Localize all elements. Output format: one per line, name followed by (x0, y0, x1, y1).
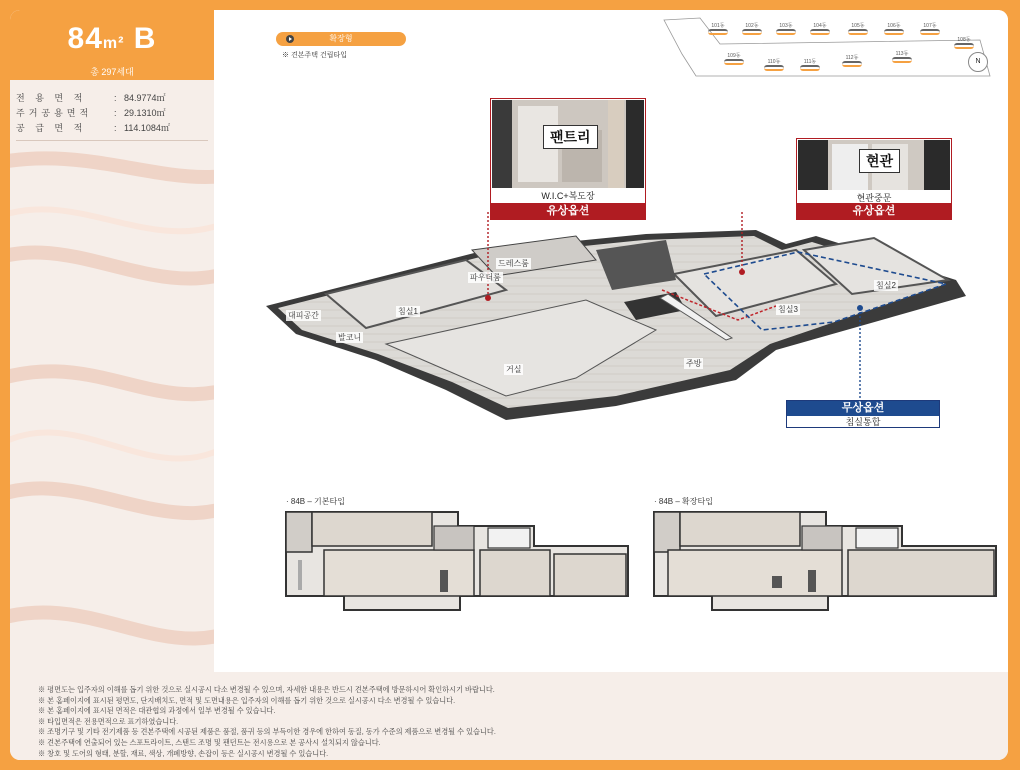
household-count: 총 297세대 (90, 67, 134, 77)
expansion-type-tab[interactable] (276, 32, 406, 46)
area-divider (16, 140, 208, 141)
room-label-bedroom3: 침실3 (778, 305, 798, 314)
pantry-caption: W.I.C+복도장 (491, 189, 645, 202)
area-value: 29.1310㎡ (124, 108, 166, 118)
pantry-option-card[interactable] (490, 98, 646, 220)
building-marker[interactable] (760, 58, 788, 71)
building-marker[interactable] (772, 22, 800, 35)
disclaimer-notes (10, 672, 1008, 760)
building-label: 110동 (767, 59, 781, 65)
building-marker[interactable] (880, 22, 908, 35)
site-map (660, 14, 1000, 80)
type-number: 84 (67, 22, 103, 55)
building-label: 104동 (813, 23, 827, 29)
room-label-living: 거실 (506, 365, 522, 374)
entrance-label: 현관 (859, 149, 900, 173)
building-label: 112동 (845, 55, 859, 61)
area-value: 84.9774㎡ (124, 93, 166, 103)
note-line: ※ 조명기구 및 기타 전기제품 등 견본주택에 시공된 제품은 품절, 품귀 등의 부득이한 경우에 한하여 동질, 동가 수준의 제품으로 변경될 수 있습니다. (38, 727, 496, 737)
building-marker[interactable] (720, 52, 748, 65)
building-marker[interactable] (916, 22, 944, 35)
free-option-card[interactable] (786, 400, 940, 428)
expansion-tag-label: 확장형 (329, 34, 353, 43)
building-label: 102동 (745, 23, 759, 29)
paid-option-badge: 유상옵션 (797, 203, 951, 219)
free-option-caption: 침실통합 (845, 417, 881, 427)
area-table (16, 90, 208, 135)
area-row-common: 주거공용면적 : 29.1310㎡ (16, 105, 208, 120)
area-value: 114.1084㎡ (124, 123, 170, 133)
note-line: ※ 타입면적은 전용면적으로 표기하였습니다. (38, 716, 179, 726)
building-label: 107동 (923, 23, 937, 29)
free-option-badge: 무상옵션 (787, 401, 939, 416)
room-label-bedroom1: 침실1 (398, 307, 418, 316)
compass-icon (968, 52, 988, 72)
building-label: 101동 (711, 23, 725, 29)
building-marker[interactable] (738, 22, 766, 35)
extended-plan-label: · 84B – 확장타입 (654, 497, 713, 506)
pantry-label: 팬트리 (543, 125, 598, 149)
building-label: 103동 (779, 23, 793, 29)
room-label-balcony: 발코니 (338, 333, 362, 342)
room-label-evacuation: 대피공간 (288, 311, 319, 320)
note-line: ※ 본 홈페이지에 표시된 면적은 대관협의 과정에서 일부 변경될 수 있습니다. (38, 706, 276, 716)
area-label: 전 용 면 적 (16, 93, 87, 103)
building-label: 109동 (727, 53, 741, 59)
building-label: 111동 (803, 59, 817, 65)
sidebar (10, 10, 214, 672)
room-label-bedroom2: 침실2 (876, 281, 896, 290)
play-icon (286, 35, 294, 43)
building-label: 113동 (895, 51, 909, 57)
building-marker[interactable] (796, 58, 824, 71)
area-row-exclusive: 전 용 면 적 : 84.9774㎡ (16, 90, 208, 105)
entrance-caption: 현관중문 (797, 191, 951, 204)
room-label-powder-room: 파우더룸 (470, 273, 501, 282)
area-label: 공 급 면 적 (16, 123, 87, 133)
building-label: 105동 (851, 23, 865, 29)
basic-plan-label: · 84B – 기본타입 (286, 497, 345, 506)
page-frame (10, 10, 1008, 760)
compass-label: N (975, 58, 981, 65)
type-unit: m² (102, 35, 125, 52)
entrance-option-card[interactable] (796, 138, 952, 220)
building-label: 108동 (957, 37, 971, 43)
note-line: ※ 창호 및 도어의 형태, 분할, 재료, 색상, 개폐방향, 손잡이 등은 실시공시 변경될 수 있습니다. (38, 748, 329, 758)
note-line: ※ 본 홈페이지에 표시된 평면도, 단지배치도, 면적 및 도면내용은 입주자의 이해를 돕기 위한 것으로 실시공시 다소 변경될 수 있습니다. (38, 695, 456, 705)
main-content (214, 10, 1008, 672)
building-marker[interactable] (806, 22, 834, 35)
building-marker[interactable] (838, 54, 866, 67)
unit-type-header (10, 10, 214, 80)
building-marker[interactable] (844, 22, 872, 35)
model-house-note: ※ 견본주택 건립타입 (282, 52, 347, 59)
area-row-supply: 공 급 면 적 : 114.1084㎡ (16, 120, 208, 135)
type-suffix: B (133, 22, 157, 55)
unit-type-title (10, 10, 214, 59)
room-label-dress-room: 드레스룸 (498, 259, 529, 268)
building-label: 106동 (887, 23, 901, 29)
building-marker[interactable] (950, 36, 978, 49)
extended-floor-plan[interactable] (652, 510, 998, 612)
area-label: 주거공용면적 (16, 108, 93, 118)
paid-option-badge: 유상옵션 (491, 203, 645, 219)
building-marker[interactable] (888, 50, 916, 63)
room-label-kitchen: 주방 (686, 359, 702, 368)
building-marker[interactable] (704, 22, 732, 35)
note-line: ※ 견본주택에 연출되어 있는 스포트라이트, 스탠드 조명 및 팬던트는 전시용으로 본 공사시 설치되지 않습니다. (38, 737, 381, 747)
basic-floor-plan[interactable] (284, 510, 630, 612)
note-line: ※ 평면도는 입주자의 이해를 돕기 위한 것으로 실시공시 다소 변경될 수 있으며, 자세한 내용은 반드시 견본주택에 방문하시어 확인하시기 바랍니다. (38, 685, 495, 694)
